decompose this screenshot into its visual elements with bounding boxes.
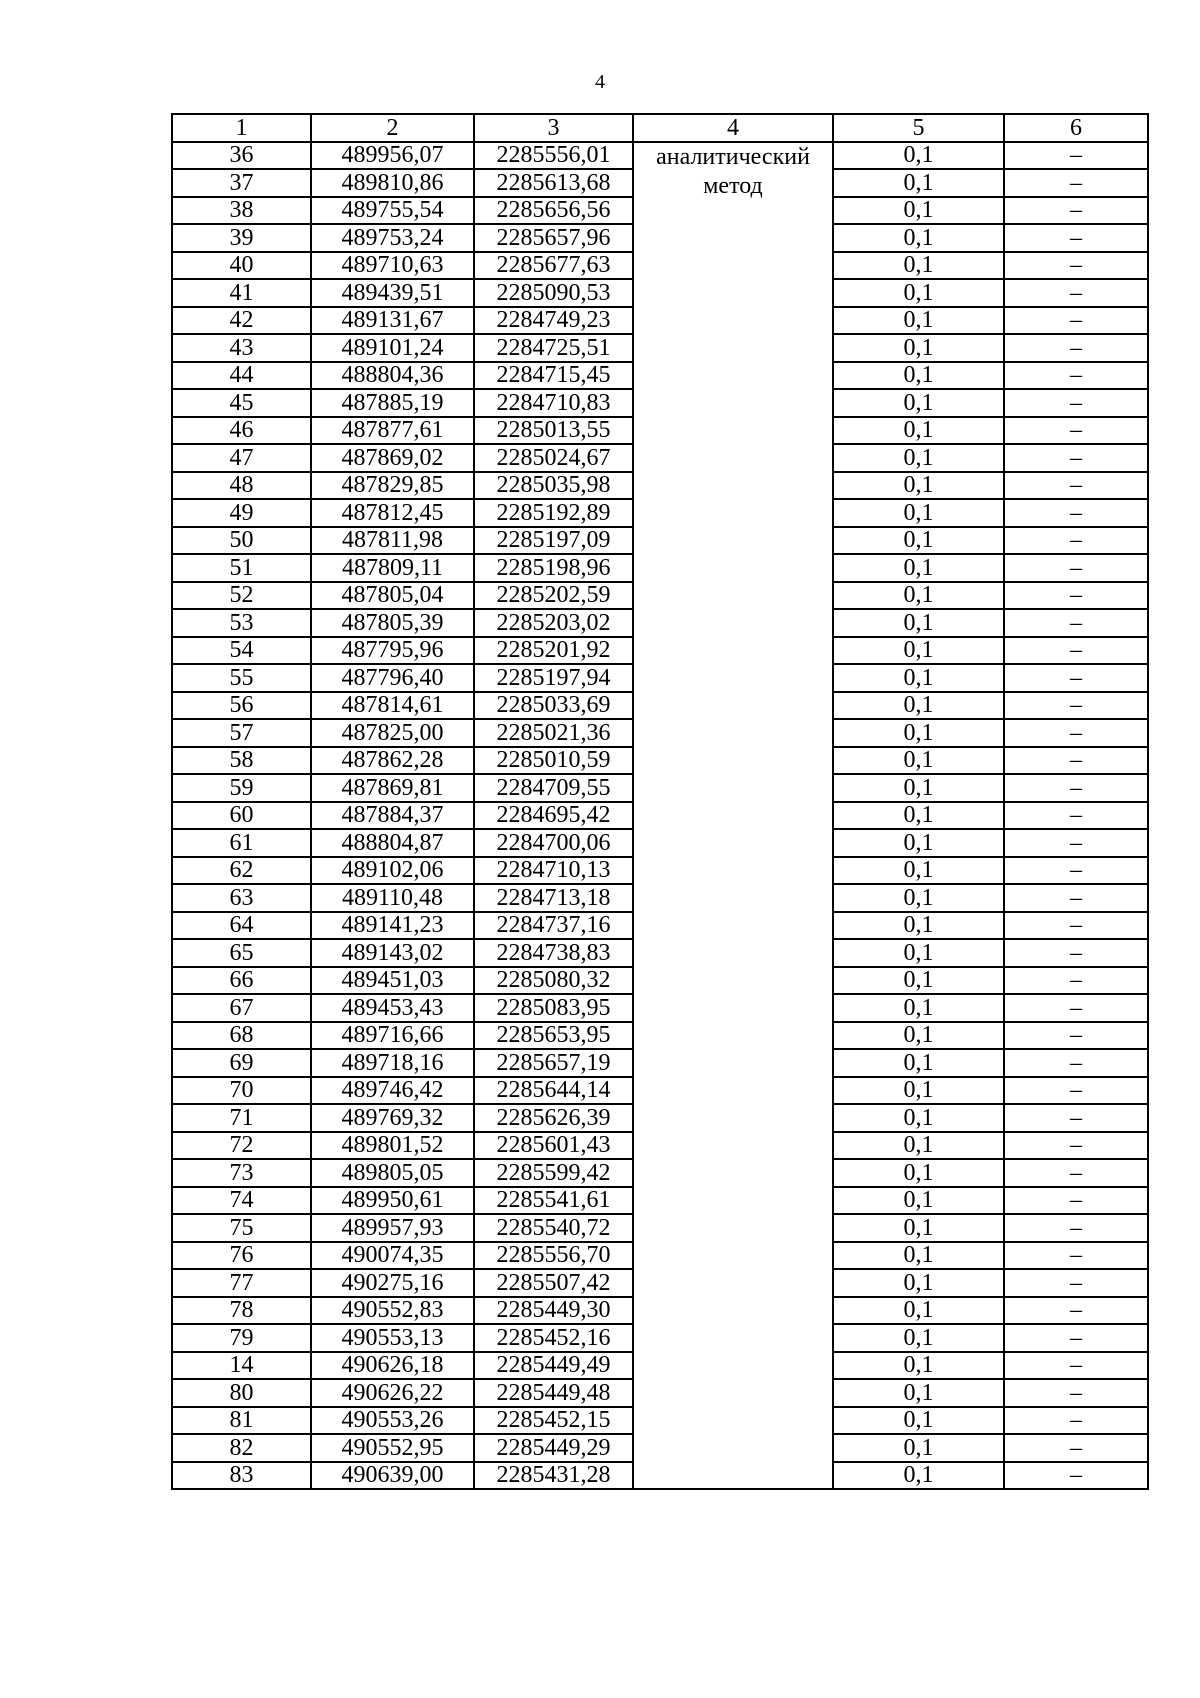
x-coordinate-cell: 487869,81 <box>311 774 474 802</box>
point-number-cell: 66 <box>172 967 311 995</box>
accuracy-cell: 0,1 <box>833 967 1004 995</box>
x-coordinate-cell: 489746,42 <box>311 1077 474 1105</box>
accuracy-cell: 0,1 <box>833 1077 1004 1105</box>
accuracy-cell: 0,1 <box>833 637 1004 665</box>
y-coordinate-cell: 2285431,28 <box>474 1462 633 1490</box>
point-number-cell: 83 <box>172 1462 311 1490</box>
point-number-cell: 53 <box>172 609 311 637</box>
description-cell: – <box>1004 1269 1148 1297</box>
point-number-cell: 64 <box>172 912 311 940</box>
description-cell: – <box>1004 884 1148 912</box>
y-coordinate-cell: 2285644,14 <box>474 1077 633 1105</box>
x-coordinate-cell: 489716,66 <box>311 1022 474 1050</box>
description-cell: – <box>1004 1407 1148 1435</box>
description-cell: – <box>1004 857 1148 885</box>
x-coordinate-cell: 489718,16 <box>311 1049 474 1077</box>
accuracy-cell: 0,1 <box>833 1132 1004 1160</box>
y-coordinate-cell: 2285202,59 <box>474 582 633 610</box>
y-coordinate-cell: 2285198,96 <box>474 554 633 582</box>
point-number-cell: 56 <box>172 692 311 720</box>
x-coordinate-cell: 489143,02 <box>311 939 474 967</box>
point-number-cell: 62 <box>172 857 311 885</box>
x-coordinate-cell: 487805,39 <box>311 609 474 637</box>
accuracy-cell: 0,1 <box>833 1104 1004 1132</box>
accuracy-cell: 0,1 <box>833 939 1004 967</box>
accuracy-cell: 0,1 <box>833 472 1004 500</box>
x-coordinate-cell: 489710,63 <box>311 252 474 280</box>
point-number-cell: 46 <box>172 417 311 445</box>
y-coordinate-cell: 2285010,59 <box>474 747 633 775</box>
point-number-cell: 37 <box>172 169 311 197</box>
y-coordinate-cell: 2285449,29 <box>474 1434 633 1462</box>
x-coordinate-cell: 489805,05 <box>311 1159 474 1187</box>
y-coordinate-cell: 2285541,61 <box>474 1187 633 1215</box>
y-coordinate-cell: 2285083,95 <box>474 994 633 1022</box>
point-number-cell: 47 <box>172 444 311 472</box>
description-cell: – <box>1004 747 1148 775</box>
y-coordinate-cell: 2285035,98 <box>474 472 633 500</box>
y-coordinate-cell: 2285021,36 <box>474 719 633 747</box>
accuracy-cell: 0,1 <box>833 884 1004 912</box>
description-cell: – <box>1004 1049 1148 1077</box>
description-cell: – <box>1004 912 1148 940</box>
accuracy-cell: 0,1 <box>833 1379 1004 1407</box>
y-coordinate-cell: 2285540,72 <box>474 1214 633 1242</box>
description-cell: – <box>1004 279 1148 307</box>
x-coordinate-cell: 490553,26 <box>311 1407 474 1435</box>
description-cell: – <box>1004 527 1148 555</box>
point-number-cell: 40 <box>172 252 311 280</box>
y-coordinate-cell: 2285013,55 <box>474 417 633 445</box>
x-coordinate-cell: 489453,43 <box>311 994 474 1022</box>
x-coordinate-cell: 487795,96 <box>311 637 474 665</box>
point-number-cell: 79 <box>172 1324 311 1352</box>
y-coordinate-cell: 2284737,16 <box>474 912 633 940</box>
description-cell: – <box>1004 334 1148 362</box>
point-number-cell: 63 <box>172 884 311 912</box>
description-cell: – <box>1004 582 1148 610</box>
x-coordinate-cell: 490552,95 <box>311 1434 474 1462</box>
y-coordinate-cell: 2284709,55 <box>474 774 633 802</box>
accuracy-cell: 0,1 <box>833 1434 1004 1462</box>
y-coordinate-cell: 2285449,49 <box>474 1352 633 1380</box>
accuracy-cell: 0,1 <box>833 197 1004 225</box>
y-coordinate-cell: 2285449,48 <box>474 1379 633 1407</box>
accuracy-cell: 0,1 <box>833 857 1004 885</box>
description-cell: – <box>1004 1159 1148 1187</box>
accuracy-cell: 0,1 <box>833 1462 1004 1490</box>
accuracy-cell: 0,1 <box>833 582 1004 610</box>
y-coordinate-cell: 2285452,15 <box>474 1407 633 1435</box>
accuracy-cell: 0,1 <box>833 1324 1004 1352</box>
y-coordinate-cell: 2285599,42 <box>474 1159 633 1187</box>
x-coordinate-cell: 487885,19 <box>311 389 474 417</box>
accuracy-cell: 0,1 <box>833 554 1004 582</box>
x-coordinate-cell: 489801,52 <box>311 1132 474 1160</box>
accuracy-cell: 0,1 <box>833 362 1004 390</box>
y-coordinate-cell: 2285080,32 <box>474 967 633 995</box>
x-coordinate-cell: 487884,37 <box>311 802 474 830</box>
description-cell: – <box>1004 1434 1148 1462</box>
header-row <box>172 114 1148 142</box>
point-number-cell: 82 <box>172 1434 311 1462</box>
x-coordinate-cell: 489755,54 <box>311 197 474 225</box>
x-coordinate-cell: 487877,61 <box>311 417 474 445</box>
accuracy-cell: 0,1 <box>833 609 1004 637</box>
description-cell: – <box>1004 692 1148 720</box>
accuracy-cell: 0,1 <box>833 417 1004 445</box>
description-cell: – <box>1004 829 1148 857</box>
x-coordinate-cell: 490552,83 <box>311 1297 474 1325</box>
description-cell: – <box>1004 252 1148 280</box>
x-coordinate-cell: 489769,32 <box>311 1104 474 1132</box>
point-number-cell: 71 <box>172 1104 311 1132</box>
accuracy-cell: 0,1 <box>833 912 1004 940</box>
y-coordinate-cell: 2285449,30 <box>474 1297 633 1325</box>
x-coordinate-cell: 487814,61 <box>311 692 474 720</box>
point-number-cell: 75 <box>172 1214 311 1242</box>
header-cell-6: 6 <box>1004 114 1148 142</box>
point-number-cell: 43 <box>172 334 311 362</box>
x-coordinate-cell: 490639,00 <box>311 1462 474 1490</box>
description-cell: – <box>1004 719 1148 747</box>
x-coordinate-cell: 487809,11 <box>311 554 474 582</box>
point-number-cell: 48 <box>172 472 311 500</box>
y-coordinate-cell: 2285192,89 <box>474 499 633 527</box>
point-number-cell: 69 <box>172 1049 311 1077</box>
point-number-cell: 70 <box>172 1077 311 1105</box>
accuracy-cell: 0,1 <box>833 444 1004 472</box>
point-number-cell: 52 <box>172 582 311 610</box>
y-coordinate-cell: 2284749,23 <box>474 307 633 335</box>
point-number-cell: 57 <box>172 719 311 747</box>
description-cell: – <box>1004 197 1148 225</box>
description-cell: – <box>1004 1379 1148 1407</box>
x-coordinate-cell: 487862,28 <box>311 747 474 775</box>
description-cell: – <box>1004 389 1148 417</box>
accuracy-cell: 0,1 <box>833 1049 1004 1077</box>
accuracy-cell: 0,1 <box>833 389 1004 417</box>
x-coordinate-cell: 489101,24 <box>311 334 474 362</box>
description-cell: – <box>1004 307 1148 335</box>
accuracy-cell: 0,1 <box>833 142 1004 170</box>
description-cell: – <box>1004 774 1148 802</box>
x-coordinate-cell: 489956,07 <box>311 142 474 170</box>
point-number-cell: 44 <box>172 362 311 390</box>
page-number: 4 <box>595 71 605 93</box>
description-cell: – <box>1004 1132 1148 1160</box>
point-number-cell: 54 <box>172 637 311 665</box>
x-coordinate-cell: 489957,93 <box>311 1214 474 1242</box>
y-coordinate-cell: 2285033,69 <box>474 692 633 720</box>
x-coordinate-cell: 487805,04 <box>311 582 474 610</box>
accuracy-cell: 0,1 <box>833 307 1004 335</box>
point-number-cell: 68 <box>172 1022 311 1050</box>
method-cell: аналитический метод <box>633 142 833 1490</box>
point-number-cell: 76 <box>172 1242 311 1270</box>
y-coordinate-cell: 2285556,70 <box>474 1242 633 1270</box>
accuracy-cell: 0,1 <box>833 1297 1004 1325</box>
y-coordinate-cell: 2285653,95 <box>474 1022 633 1050</box>
point-number-cell: 14 <box>172 1352 311 1380</box>
description-cell: – <box>1004 1104 1148 1132</box>
point-number-cell: 81 <box>172 1407 311 1435</box>
accuracy-cell: 0,1 <box>833 499 1004 527</box>
point-number-cell: 55 <box>172 664 311 692</box>
description-cell: – <box>1004 802 1148 830</box>
description-cell: – <box>1004 499 1148 527</box>
x-coordinate-cell: 489950,61 <box>311 1187 474 1215</box>
point-number-cell: 38 <box>172 197 311 225</box>
accuracy-cell: 0,1 <box>833 1407 1004 1435</box>
point-number-cell: 61 <box>172 829 311 857</box>
y-coordinate-cell: 2285613,68 <box>474 169 633 197</box>
y-coordinate-cell: 2285197,94 <box>474 664 633 692</box>
accuracy-cell: 0,1 <box>833 1159 1004 1187</box>
accuracy-cell: 0,1 <box>833 1352 1004 1380</box>
accuracy-cell: 0,1 <box>833 224 1004 252</box>
y-coordinate-cell: 2284710,13 <box>474 857 633 885</box>
y-coordinate-cell: 2285203,02 <box>474 609 633 637</box>
x-coordinate-cell: 489439,51 <box>311 279 474 307</box>
y-coordinate-cell: 2285657,96 <box>474 224 633 252</box>
point-number-cell: 58 <box>172 747 311 775</box>
y-coordinate-cell: 2284738,83 <box>474 939 633 967</box>
x-coordinate-cell: 490626,18 <box>311 1352 474 1380</box>
point-number-cell: 39 <box>172 224 311 252</box>
point-number-cell: 59 <box>172 774 311 802</box>
description-cell: – <box>1004 224 1148 252</box>
description-cell: – <box>1004 444 1148 472</box>
y-coordinate-cell: 2285452,16 <box>474 1324 633 1352</box>
x-coordinate-cell: 489753,24 <box>311 224 474 252</box>
description-cell: – <box>1004 1324 1148 1352</box>
accuracy-cell: 0,1 <box>833 279 1004 307</box>
point-number-cell: 77 <box>172 1269 311 1297</box>
accuracy-cell: 0,1 <box>833 1242 1004 1270</box>
point-number-cell: 51 <box>172 554 311 582</box>
accuracy-cell: 0,1 <box>833 1187 1004 1215</box>
point-number-cell: 80 <box>172 1379 311 1407</box>
description-cell: – <box>1004 994 1148 1022</box>
y-coordinate-cell: 2285601,43 <box>474 1132 633 1160</box>
header-cell-5: 5 <box>833 114 1004 142</box>
y-coordinate-cell: 2285197,09 <box>474 527 633 555</box>
point-number-cell: 50 <box>172 527 311 555</box>
accuracy-cell: 0,1 <box>833 994 1004 1022</box>
point-number-cell: 72 <box>172 1132 311 1160</box>
y-coordinate-cell: 2285507,42 <box>474 1269 633 1297</box>
description-cell: – <box>1004 142 1148 170</box>
point-number-cell: 74 <box>172 1187 311 1215</box>
description-cell: – <box>1004 1462 1148 1490</box>
y-coordinate-cell: 2285090,53 <box>474 279 633 307</box>
description-cell: – <box>1004 417 1148 445</box>
x-coordinate-cell: 487829,85 <box>311 472 474 500</box>
y-coordinate-cell: 2285201,92 <box>474 637 633 665</box>
description-cell: – <box>1004 1214 1148 1242</box>
point-number-cell: 41 <box>172 279 311 307</box>
accuracy-cell: 0,1 <box>833 1022 1004 1050</box>
y-coordinate-cell: 2284725,51 <box>474 334 633 362</box>
description-cell: – <box>1004 1187 1148 1215</box>
description-cell: – <box>1004 554 1148 582</box>
x-coordinate-cell: 487869,02 <box>311 444 474 472</box>
header-cell-2: 2 <box>311 114 474 142</box>
description-cell: – <box>1004 1022 1148 1050</box>
point-number-cell: 60 <box>172 802 311 830</box>
point-number-cell: 49 <box>172 499 311 527</box>
point-number-cell: 73 <box>172 1159 311 1187</box>
x-coordinate-cell: 490074,35 <box>311 1242 474 1270</box>
x-coordinate-cell: 489131,67 <box>311 307 474 335</box>
accuracy-cell: 0,1 <box>833 774 1004 802</box>
point-number-cell: 45 <box>172 389 311 417</box>
x-coordinate-cell: 489810,86 <box>311 169 474 197</box>
description-cell: – <box>1004 939 1148 967</box>
coordinates-table <box>171 113 1149 1490</box>
x-coordinate-cell: 490553,13 <box>311 1324 474 1352</box>
header-cell-3: 3 <box>474 114 633 142</box>
y-coordinate-cell: 2285556,01 <box>474 142 633 170</box>
x-coordinate-cell: 489141,23 <box>311 912 474 940</box>
table-row <box>172 142 1148 170</box>
y-coordinate-cell: 2285626,39 <box>474 1104 633 1132</box>
description-cell: – <box>1004 169 1148 197</box>
point-number-cell: 78 <box>172 1297 311 1325</box>
description-cell: – <box>1004 1352 1148 1380</box>
accuracy-cell: 0,1 <box>833 802 1004 830</box>
point-number-cell: 36 <box>172 142 311 170</box>
accuracy-cell: 0,1 <box>833 1269 1004 1297</box>
y-coordinate-cell: 2284700,06 <box>474 829 633 857</box>
accuracy-cell: 0,1 <box>833 334 1004 362</box>
accuracy-cell: 0,1 <box>833 252 1004 280</box>
y-coordinate-cell: 2284695,42 <box>474 802 633 830</box>
x-coordinate-cell: 490275,16 <box>311 1269 474 1297</box>
accuracy-cell: 0,1 <box>833 692 1004 720</box>
description-cell: – <box>1004 1297 1148 1325</box>
header-cell-4: 4 <box>633 114 833 142</box>
x-coordinate-cell: 487811,98 <box>311 527 474 555</box>
x-coordinate-cell: 488804,36 <box>311 362 474 390</box>
x-coordinate-cell: 488804,87 <box>311 829 474 857</box>
accuracy-cell: 0,1 <box>833 169 1004 197</box>
description-cell: – <box>1004 1242 1148 1270</box>
accuracy-cell: 0,1 <box>833 719 1004 747</box>
description-cell: – <box>1004 1077 1148 1105</box>
table-body <box>172 142 1148 1490</box>
y-coordinate-cell: 2285024,67 <box>474 444 633 472</box>
x-coordinate-cell: 487825,00 <box>311 719 474 747</box>
y-coordinate-cell: 2285657,19 <box>474 1049 633 1077</box>
y-coordinate-cell: 2284713,18 <box>474 884 633 912</box>
x-coordinate-cell: 489110,48 <box>311 884 474 912</box>
description-cell: – <box>1004 664 1148 692</box>
x-coordinate-cell: 487796,40 <box>311 664 474 692</box>
x-coordinate-cell: 487812,45 <box>311 499 474 527</box>
description-cell: – <box>1004 637 1148 665</box>
accuracy-cell: 0,1 <box>833 664 1004 692</box>
header-cell-1: 1 <box>172 114 311 142</box>
point-number-cell: 67 <box>172 994 311 1022</box>
accuracy-cell: 0,1 <box>833 1214 1004 1242</box>
description-cell: – <box>1004 362 1148 390</box>
description-cell: – <box>1004 609 1148 637</box>
accuracy-cell: 0,1 <box>833 747 1004 775</box>
point-number-cell: 42 <box>172 307 311 335</box>
y-coordinate-cell: 2285656,56 <box>474 197 633 225</box>
description-cell: – <box>1004 472 1148 500</box>
accuracy-cell: 0,1 <box>833 527 1004 555</box>
y-coordinate-cell: 2285677,63 <box>474 252 633 280</box>
x-coordinate-cell: 489102,06 <box>311 857 474 885</box>
point-number-cell: 65 <box>172 939 311 967</box>
x-coordinate-cell: 489451,03 <box>311 967 474 995</box>
y-coordinate-cell: 2284715,45 <box>474 362 633 390</box>
x-coordinate-cell: 490626,22 <box>311 1379 474 1407</box>
description-cell: – <box>1004 967 1148 995</box>
y-coordinate-cell: 2284710,83 <box>474 389 633 417</box>
table-header <box>172 114 1148 142</box>
accuracy-cell: 0,1 <box>833 829 1004 857</box>
